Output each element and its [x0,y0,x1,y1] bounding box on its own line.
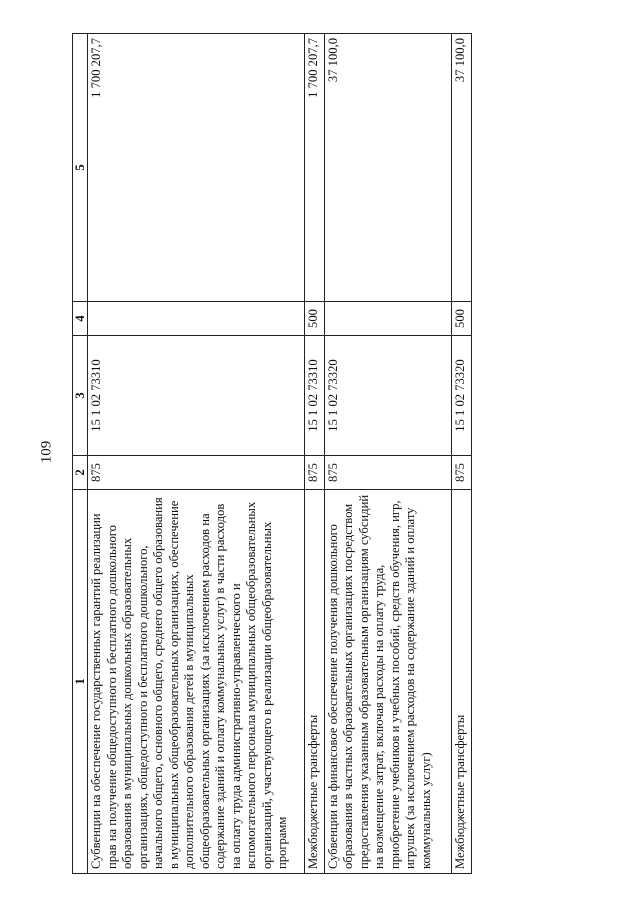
table-row [452,34,472,874]
row-grbs: 875 [305,456,325,490]
table-row [305,34,325,874]
row-name: Субвенции на финансовое обеспечение получения дошкольного образования в частных образовательных организациях посредством предоставления указанным образовательным организациям субсидий на возмещение затрат, включая расходы на оплату труда, приобретение учебников и учебных пособий, средств обучения, игр, игрушек (за исключением расходов на содержание зданий и оплату коммунальных услуг) [324,490,451,874]
row-sum: 1 700 207,7 [88,34,305,302]
table-row [88,34,305,874]
row-sum: 1 700 207,7 [305,34,325,302]
rotated-content [72,34,472,874]
row-vr [324,302,451,336]
budget-table [72,33,472,874]
row-sum: 37 100,0 [452,34,472,302]
row-csr: 15 1 02 73320 [452,336,472,456]
row-grbs: 875 [88,456,305,490]
row-name: Субвенции на обеспечение государственных гарантий реализации прав на получение общедоступного и бесплатного дошкольного образования в муниципальных дошкольных образовательных организациях, общедоступного и бесплатного дошкольного, начального общего, основного общего, среднего общего образования в муниципальных общеобразовательных организациях, обеспечение дополнительного образования детей в муниципальных общеобразовательных организациях (за исключением расходов на содержание зданий и оплату коммунальных услуг) в части расходов на оплату труда административно-управленческого и вспомогательного персонала муниципальных общеобразовательных организаций, участвующего в реализации общеобразовательных программ [88,490,305,874]
table-header-row [73,34,88,874]
row-grbs: 875 [452,456,472,490]
row-vr: 500 [452,302,472,336]
header-col-3: 3 [73,336,88,456]
row-csr: 15 1 02 73310 [88,336,305,456]
table-row [324,34,451,874]
row-name: Межбюджетные трансферты [452,490,472,874]
row-name: Межбюджетные трансферты [305,490,325,874]
row-grbs: 875 [324,456,451,490]
header-col-4: 4 [73,302,88,336]
row-vr [88,302,305,336]
header-col-1: 1 [73,490,88,874]
row-vr: 500 [305,302,325,336]
header-col-5: 5 [73,34,88,302]
header-col-2: 2 [73,456,88,490]
row-sum: 37 100,0 [324,34,451,302]
page-number: 109 [38,440,55,464]
rotated-page-area [72,34,472,874]
row-csr: 15 1 02 73320 [324,336,451,456]
row-csr: 15 1 02 73310 [305,336,325,456]
